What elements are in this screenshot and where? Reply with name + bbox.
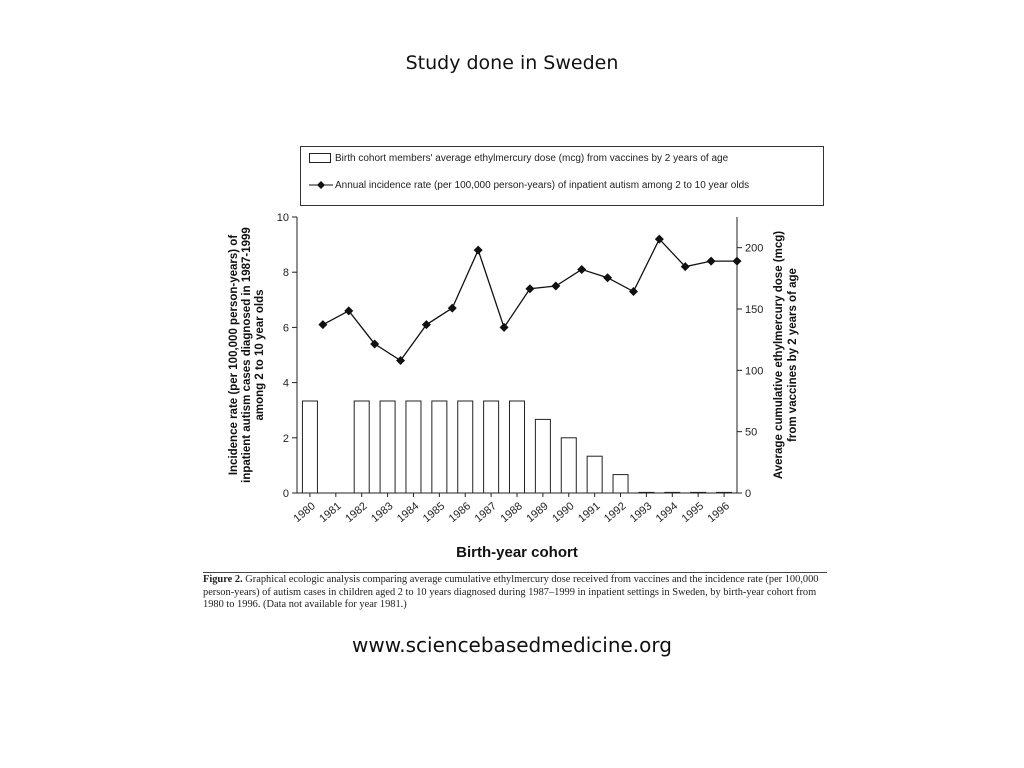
- bar: [509, 401, 524, 493]
- line-point: [474, 246, 483, 255]
- slide-title: Study done in Sweden: [405, 52, 619, 74]
- x-tick-label: 1988: [498, 500, 525, 526]
- x-tick-label: 1983: [369, 500, 396, 526]
- bar: [665, 492, 680, 493]
- bar: [380, 401, 395, 493]
- line-point: [629, 287, 638, 296]
- line-point: [707, 257, 716, 266]
- y-tick-label-left: 0: [282, 488, 289, 500]
- incidence-line: [323, 239, 737, 360]
- y-axis-title-right: from vaccines by 2 years of age: [787, 268, 799, 442]
- line-point: [318, 320, 327, 329]
- line-point: [422, 320, 431, 329]
- x-tick-label: 1990: [550, 500, 577, 526]
- y-axis-title-right: Average cumulative ethylmercury dose (mcg): [773, 230, 785, 480]
- y-axis-title-left: Incidence rate (per 100,000 person-years) of: [228, 234, 240, 476]
- x-tick-label: 1982: [343, 500, 370, 526]
- y-tick-label-left: 10: [276, 212, 289, 224]
- bar: [561, 438, 576, 493]
- x-tick-label: 1980: [291, 500, 318, 526]
- slide-footer: www.sciencebasedmedicine.org: [352, 633, 672, 657]
- line-point: [551, 282, 560, 291]
- x-tick-label: 1989: [524, 500, 551, 526]
- bar: [484, 401, 499, 493]
- x-tick-label: 1996: [705, 500, 732, 526]
- bar: [639, 492, 654, 493]
- line-point: [577, 265, 586, 274]
- line-point: [448, 304, 457, 313]
- line-point: [603, 273, 612, 282]
- caption-rule: [203, 572, 827, 573]
- legend-line-label: Annual incidence rate (per 100,000 person-years) of inpatient autism among 2 to 10 year olds: [335, 180, 750, 191]
- y-axis-title-left: inpatient autism cases diagnosed in 1987-1999: [241, 227, 253, 483]
- bar: [717, 492, 732, 493]
- y-axis-title-left: among 2 to 10 year olds: [254, 289, 266, 421]
- x-tick-label: 1987: [472, 500, 500, 526]
- bar: [587, 456, 602, 493]
- y-tick-label-right: 150: [745, 304, 764, 316]
- bar: [302, 401, 317, 493]
- bar: [535, 419, 550, 493]
- y-tick-label-right: 200: [745, 242, 764, 255]
- x-tick-label: 1981: [317, 500, 344, 526]
- x-tick-label: 1993: [627, 500, 655, 526]
- y-tick-label-left: 4: [282, 377, 289, 390]
- y-tick-label-left: 8: [282, 267, 289, 280]
- x-tick-label: 1986: [446, 500, 474, 526]
- bar: [691, 492, 706, 493]
- line-point: [500, 323, 509, 332]
- line-point: [525, 284, 534, 293]
- y-tick-label-right: 0: [745, 488, 752, 500]
- figure-caption: [203, 574, 827, 612]
- y-tick-label-right: 50: [745, 426, 758, 439]
- x-tick-label: 1994: [653, 500, 681, 526]
- caption-label: Figure 2.: [203, 574, 243, 585]
- bar: [432, 401, 447, 493]
- line-point: [733, 257, 742, 266]
- x-axis-title: Birth-year cohort: [456, 544, 578, 561]
- bar: [613, 475, 628, 493]
- bar: [354, 401, 369, 493]
- y-tick-label-left: 2: [282, 432, 289, 445]
- x-tick-label: 1985: [420, 500, 448, 526]
- line-point: [396, 356, 405, 365]
- caption-text: Graphical ecologic analysis comparing average cumulative ethylmercury dose received from vaccines and the incidence rate (per 100,000 person-years) of autism cases in children aged 2 to 10 years diagnosed during 1987–1999 in inpatient settings in Sweden, by birth-year cohort from 1980 to 1996. (Data not available for year 1981.): [203, 574, 819, 610]
- y-tick-label-right: 100: [745, 365, 764, 378]
- x-tick-label: 1992: [601, 500, 629, 526]
- x-tick-label: 1995: [679, 500, 707, 526]
- x-tick-label: 1984: [394, 500, 422, 526]
- bar: [406, 401, 421, 493]
- legend-bar-label: Birth cohort members' average ethylmercury dose (mcg) from vaccines by 2 years of age: [335, 153, 729, 164]
- x-tick-label: 1991: [576, 500, 603, 526]
- bar: [458, 401, 473, 493]
- y-tick-label-left: 6: [282, 322, 289, 335]
